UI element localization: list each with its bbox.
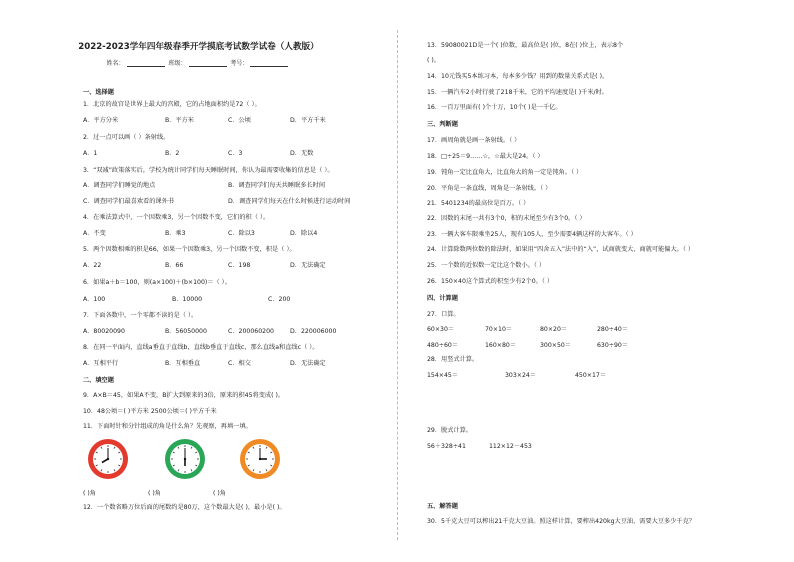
q6-option-b[interactable]: B．10000 xyxy=(172,296,203,303)
q4-option-b[interactable]: B．乘3 xyxy=(165,230,186,237)
vertical-calc: 303×24＝ xyxy=(505,372,537,379)
question-6: 6．如果a＋b＝100，则(a×100)＋(b×100)＝（ ）。 xyxy=(83,279,231,286)
id-blank[interactable] xyxy=(250,60,288,67)
q4-option-c[interactable]: C．除以3 xyxy=(228,230,255,237)
clock-tick xyxy=(253,469,254,471)
step-calc: 112×12－453 xyxy=(489,443,532,450)
question-16: 16．一百万里面有( )个十万，10个( )是一千亿。 xyxy=(427,104,562,111)
clock-tick xyxy=(96,452,98,453)
clock-hands xyxy=(165,439,205,479)
clock-tick xyxy=(173,465,175,466)
q7-option-b[interactable]: B．56050000 xyxy=(165,328,207,335)
section-choice-heading: 一、选择题 xyxy=(83,89,114,96)
question-24: 24．计算除数两位数的除法时，如果用“四舍五入”法中的“入”，试商就变大，商就可能偏大。（ ） xyxy=(427,246,695,253)
question-5: 5．两个因数相乘的积是66，如果一个因数乘3，另一个因数不变，积是（ ）。 xyxy=(83,246,296,253)
clock-answer-3[interactable]: ( )角 xyxy=(213,490,226,497)
question-20: 20．平角是一条直线，周角是一条射线。（ ） xyxy=(427,185,552,192)
class-label: 班级： xyxy=(168,60,187,67)
clock-tick xyxy=(248,465,250,466)
oral-calc: 70×10＝ xyxy=(485,326,513,333)
clock-tick xyxy=(270,452,272,453)
oral-calc: 160×80＝ xyxy=(485,342,517,349)
clock-answer-1[interactable]: ( )角 xyxy=(83,490,96,497)
question-25: 25．一个数的近似数一定比这个数小。（ ） xyxy=(427,262,546,269)
question-19: 19．钝角一定比直角大，比直角大的角一定是钝角。（ ） xyxy=(427,169,583,176)
section-solve-heading: 五、解答题 xyxy=(427,503,458,510)
q1-option-a[interactable]: A．平方分米 xyxy=(83,117,119,124)
clock-tick xyxy=(101,447,102,449)
oral-calc: 300×50＝ xyxy=(540,342,572,349)
clock-answer-2[interactable]: ( )角 xyxy=(148,490,161,497)
clock-face-2 xyxy=(165,439,205,479)
clock-tick xyxy=(178,469,179,471)
question-1: 1．北京的故宫是世界上最大的宫殿，它的占地面积约是72（ ）。 xyxy=(83,101,261,108)
clock-tick xyxy=(266,447,267,449)
section-calc-heading: 四、计算题 xyxy=(427,295,458,302)
section-fill-heading: 二、填空题 xyxy=(83,377,114,384)
clock-tick xyxy=(195,452,197,453)
page-title: 2022-2023学年四年级春季开学摸底考试数学试卷（人教版） xyxy=(78,42,319,52)
clock-center xyxy=(107,458,109,460)
id-label: 考号： xyxy=(230,60,249,67)
q2-option-a[interactable]: A．1 xyxy=(83,150,98,157)
question-23: 23．一辆大客车限乘坐25人，现有105人，至少需要4辆这样的大客车。（ ） xyxy=(427,231,637,238)
question-7: 7．下面各数中，一个零都不读的是（ ）。 xyxy=(83,312,198,319)
q2-option-b[interactable]: B．2 xyxy=(165,150,180,157)
clock-center xyxy=(184,458,186,460)
question-10: 10．48公顷＝( )平方米 2500公顷＝( )平方千米 xyxy=(83,408,217,415)
clock-face-3 xyxy=(240,439,280,479)
oral-calc: 630÷90＝ xyxy=(597,342,629,349)
question-11: 11．下面时针和分针组成的角是什么角？先观察，再填一填。 xyxy=(83,423,252,430)
clock-tick xyxy=(96,465,98,466)
question-22: 22．因数的末尾一共有3个0，积的末尾至少有3个0。（ ） xyxy=(427,215,586,222)
oral-calc: 280÷40＝ xyxy=(597,326,629,333)
q5-option-d[interactable]: D．无法确定 xyxy=(290,262,326,269)
question-12: 12．一个数省略万位后面的尾数约是80万，这个数最大是( )，最小是( )。 xyxy=(83,504,286,511)
question-29: 29．脱式计算。 xyxy=(427,427,472,434)
clock-tick xyxy=(118,465,120,466)
q2-option-d[interactable]: D．无数 xyxy=(290,150,314,157)
clock-tick xyxy=(248,452,250,453)
student-info-line xyxy=(0,60,397,67)
question-14: 14．10元钱买5本练习本，每本多少钱？用到的数量关系式是( )。 xyxy=(427,73,609,80)
q2-option-c[interactable]: C．3 xyxy=(228,150,243,157)
question-17: 17．画周角就是画一条射线。（ ） xyxy=(427,137,521,144)
question-18: 18．□÷25＝9……☆，☆最大是24。（ ） xyxy=(427,153,544,160)
class-blank[interactable] xyxy=(189,60,227,67)
question-15: 15．一辆汽车2小时行驶了218千米，它的平均速度是( )千米/时。 xyxy=(427,89,608,96)
q5-option-a[interactable]: A．22 xyxy=(83,262,102,269)
clock-tick xyxy=(118,452,120,453)
question-9: 9．A×B＝45，如果A不变，B扩大到原来的3倍，原来的积45将变成( )。 xyxy=(83,392,285,399)
q7-option-a[interactable]: A．80020090 xyxy=(83,328,125,335)
step-calc: 56＋328÷41 xyxy=(427,443,466,450)
question-3: 3．“双减”政策落实后，学校为统计同学们每天睡眠时间，你认为最需要收集的信息是（ ）。 xyxy=(83,167,334,174)
q8-option-a[interactable]: A．互相平行 xyxy=(83,360,119,367)
question-2: 2．过一点可以画（ ）条射线。 xyxy=(83,134,170,141)
q3-option-c[interactable]: C．调查同学们最喜欢看的课外书 xyxy=(83,198,174,205)
vertical-calc: 450×17＝ xyxy=(575,372,607,379)
clock-tick xyxy=(191,447,192,449)
name-blank[interactable] xyxy=(127,60,165,67)
q7-option-c[interactable]: C．200060200 xyxy=(228,328,274,335)
q8-option-c[interactable]: C．相交 xyxy=(228,360,251,367)
q4-option-a[interactable]: A．不变 xyxy=(83,230,106,237)
q3-option-a[interactable]: A．调查同学们睡觉的地点 xyxy=(83,182,156,189)
q8-option-b[interactable]: B．互相垂直 xyxy=(165,360,201,367)
question-27: 27．口算。 xyxy=(427,311,460,318)
right-page xyxy=(397,0,794,562)
question-13: 13．59080021D是一个( )位数，最高位是( )位，8在( )位上，表示8个 xyxy=(427,42,624,49)
clock-tick xyxy=(173,452,175,453)
question-8: 8．在同一平面内，直线a垂直于直线b，直线b垂直于直线c，那么直线a和直线c（ ）。 xyxy=(83,344,319,351)
question-21: 21．5401234的最高位是百万。（ ） xyxy=(427,200,530,207)
q8-option-d[interactable]: D．无法确定 xyxy=(290,360,326,367)
question-13-cont: ( )。 xyxy=(427,57,440,64)
name-label: 姓名： xyxy=(106,60,125,67)
clock-tick xyxy=(270,465,272,466)
clock-center xyxy=(259,458,261,460)
question-30: 30．5千克大豆可以榨出21千克大豆油。照这样计算，要榨出420kg大豆油，需要大豆多少千克？ xyxy=(427,518,695,525)
clock-tick xyxy=(191,469,192,471)
question-26: 26．150×40这个算式的积至少有2个0。（ ） xyxy=(427,278,554,285)
q1-option-b[interactable]: B．平方米 xyxy=(165,117,194,124)
oral-calc: 480÷60＝ xyxy=(427,342,459,349)
clock-tick xyxy=(178,447,179,449)
clock-hands xyxy=(240,439,280,479)
clock-tick xyxy=(101,469,102,471)
clock-tick xyxy=(253,447,254,449)
vertical-calc: 154×45＝ xyxy=(427,372,459,379)
clock-face-1 xyxy=(88,439,128,479)
q3-option-d[interactable]: D．调查同学们每天在什么时候进行运动时间 xyxy=(228,198,351,205)
question-4: 4．在乘法算式中，一个因数乘3，另一个因数不变，它们的积（ ）。 xyxy=(83,214,270,221)
q6-option-c[interactable]: C．200 xyxy=(268,296,291,303)
q1-option-d[interactable]: D．平方千米 xyxy=(290,117,326,124)
section-judge-heading: 三、判断题 xyxy=(427,121,458,128)
oral-calc: 60×30＝ xyxy=(427,326,455,333)
clock-tick xyxy=(114,469,115,471)
clock-hands xyxy=(88,439,128,479)
q7-option-d[interactable]: D．220006000 xyxy=(290,328,337,335)
oral-calc: 80×20＝ xyxy=(540,326,568,333)
clock-tick xyxy=(195,465,197,466)
clock-tick xyxy=(114,447,115,449)
q6-option-a[interactable]: A．100 xyxy=(83,296,106,303)
q5-option-c[interactable]: C．198 xyxy=(228,262,251,269)
q4-option-d[interactable]: D．除以4 xyxy=(290,230,318,237)
question-28: 28．用竖式计算。 xyxy=(427,356,479,363)
q5-option-b[interactable]: B．66 xyxy=(165,262,184,269)
clock-tick xyxy=(266,469,267,471)
q1-option-c[interactable]: C．公顷 xyxy=(228,117,251,124)
q3-option-b[interactable]: B．调查同学们每天共睡眠多长时间 xyxy=(228,182,326,189)
